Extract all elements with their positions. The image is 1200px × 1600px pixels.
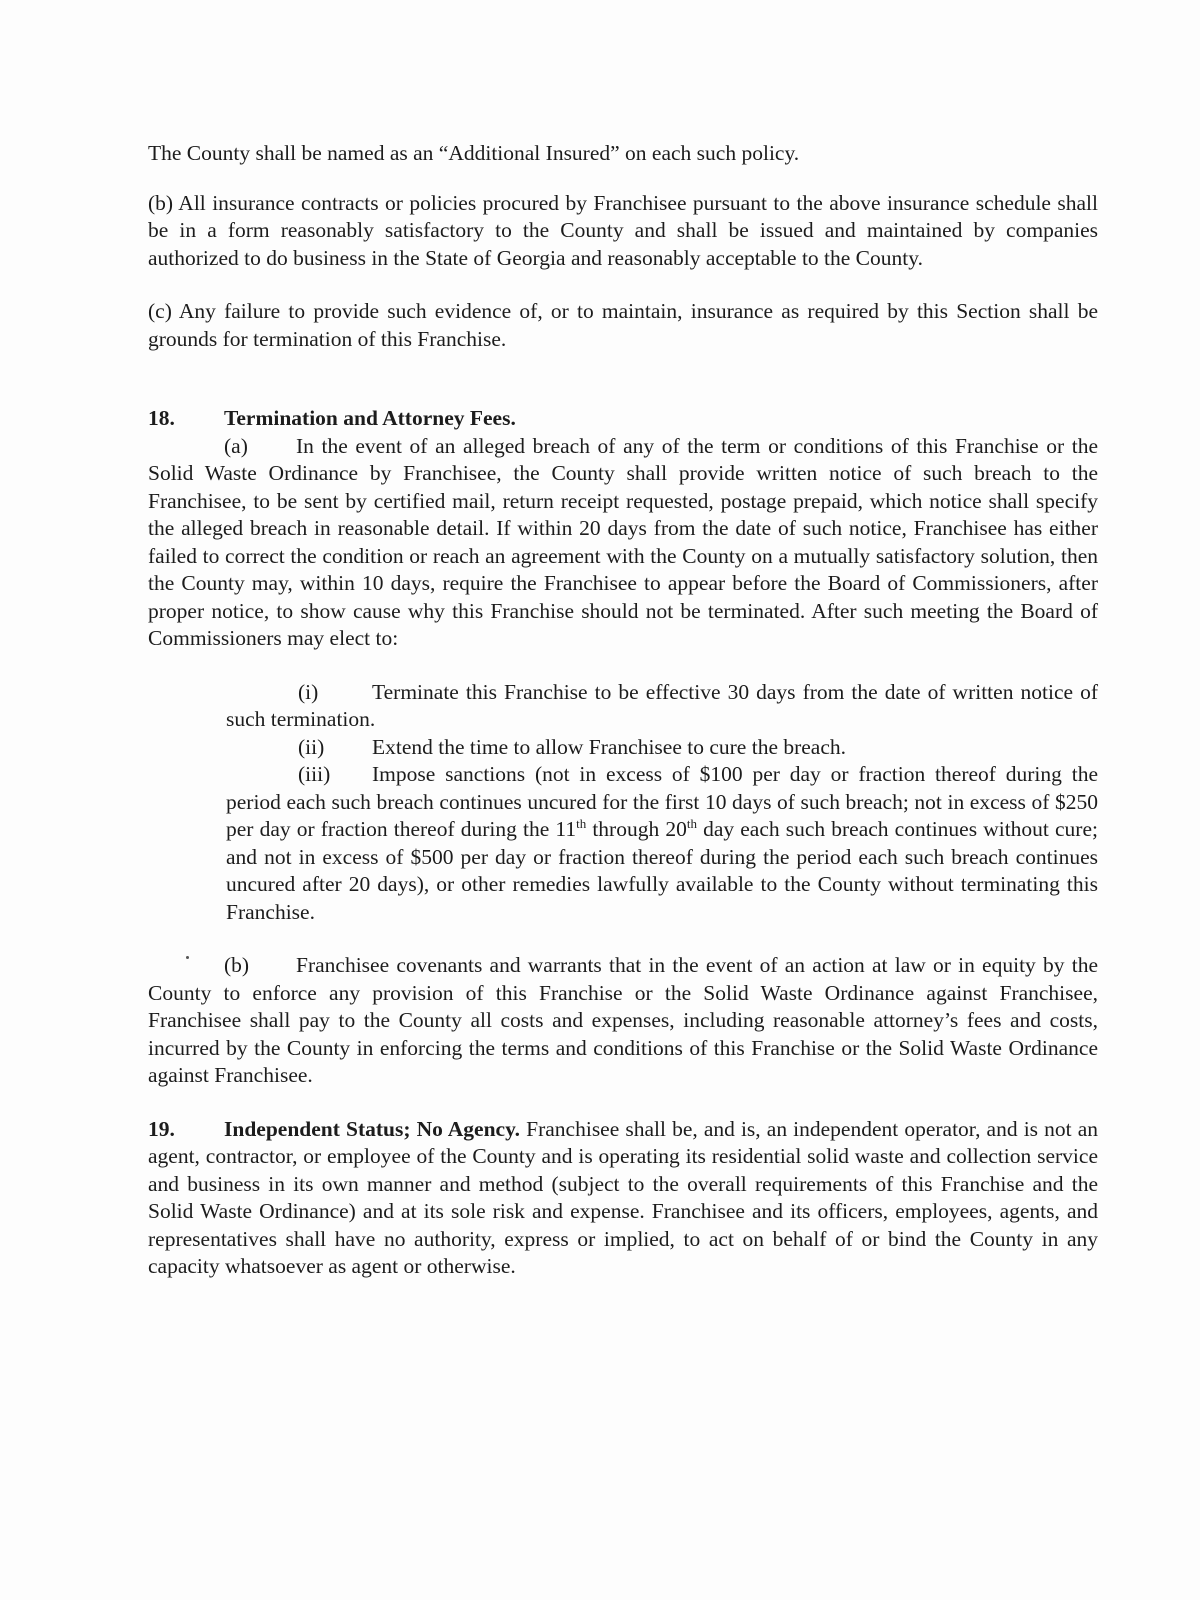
document-body <box>148 140 1098 1281</box>
section-19-number: 19. <box>148 1116 175 1141</box>
sanctions-list <box>226 679 1098 927</box>
section-18-paragraph-a <box>148 433 1098 653</box>
ordinal-suffix: th <box>686 815 697 831</box>
list-item-i-label: (i) <box>298 679 319 704</box>
section-18-heading <box>148 405 1098 433</box>
list-item-ii-text: Extend the time to allow Franchisee to cure the breach. <box>372 734 847 759</box>
paragraph-b-insurance: (b) All insurance contracts or policies procured by Franchisee pursuant to the above insurance schedule shall be in a form reasonably satisfactory to the County and shall be issued and maintained by companies authorized to do business in the State of Georgia and reasonably acceptable to the County. <box>148 190 1098 270</box>
section-19 <box>148 1116 1098 1281</box>
paragraph-a-text: In the event of an alleged breach of any of the term or conditions of this Franchise or the Solid Waste Ordinance by Franchisee, the County shall provide written notice of such breach to the Franchisee, to be sent by certified mail, return receipt requested, postage prepaid, which notice shall specify the alleged breach in reasonable detail. If within 20 days from the date of such notice, Franchisee has either failed to correct the condition or reach an agreement with the County on a mutually satisfactory solution, then the County may, within 10 days, require the Franchisee to appear before the Board of Commissioners, after proper notice, to show cause why this Franchise should not be terminated. After such meeting the Board of Commissioners may elect to: <box>148 433 1098 650</box>
paragraph-b-label: (b) <box>224 953 250 977</box>
list-item-i-text: Terminate this Franchise to be effective 30 days from the date of written notice of such termination. <box>226 679 1098 731</box>
list-item-ii <box>226 734 1098 762</box>
list-item-ii-label: (ii) <box>298 734 325 759</box>
section-18-title: Termination and Attorney Fees. <box>224 406 516 430</box>
paragraph-b-text: Franchisee covenants and warrants that in the event of an action at law or in equity by the County to enforce any provision of this Franchise or the Solid Waste Ordinance against Franchisee, Franchisee shall pay to the County all costs and expenses, including reasonable attorney’s fees and costs, incurred by the County in enforcing the terms and conditions of this Franchise or the Solid Waste Ordinance against Franchisee. <box>148 953 1098 1087</box>
section-18-paragraph-b <box>148 952 1098 1090</box>
ordinal-suffix: th <box>576 815 587 831</box>
list-item-iii-label: (iii) <box>298 762 331 786</box>
section-18 <box>148 405 1098 1090</box>
section-18-number: 18. <box>148 406 175 430</box>
section-19-text: Franchisee shall be, and is, an independent operator, and is not an agent, contractor, or employee of the County and is operating its residential solid waste and collection service and business in its own manner and method (subject to the overall requirements of this Franchise and the Solid Waste Ordinance) and at its sole risk and expense. Franchisee and its officers, employees, agents, and representatives shall have no authority, express or implied, to act on behalf of or bind the County in any capacity whatsoever as agent or otherwise. <box>148 1116 1098 1278</box>
list-item-iii-text-2: through 20 <box>586 817 687 841</box>
paragraph-c-insurance: (c) Any failure to provide such evidence of, or to maintain, insurance as required by this Section shall be grounds for termination of this Franchise. <box>148 299 1098 351</box>
list-item-i <box>226 679 1098 734</box>
paragraph-a-label: (a) <box>224 433 248 458</box>
section-19-title: Independent Status; No Agency. <box>224 1116 521 1141</box>
list-item-iii <box>226 761 1098 926</box>
insured-line: The County shall be named as an “Additional Insured” on each such policy. <box>148 141 800 165</box>
list-item-iii-text-3: day each such breach continues without cure; and not in excess of $500 per day or fraction thereof during the period each such breach continues uncured after 20 days), or other remedies lawfully available to the County without terminating this Franchise. <box>226 817 1098 924</box>
list-item-iii-text-1: Impose sanctions (not in excess of $100 per day or fraction thereof during the period each such breach continues uncured for the first 10 days of such breach; not in excess of $250 per day or fraction thereof during the 11 <box>226 762 1098 841</box>
